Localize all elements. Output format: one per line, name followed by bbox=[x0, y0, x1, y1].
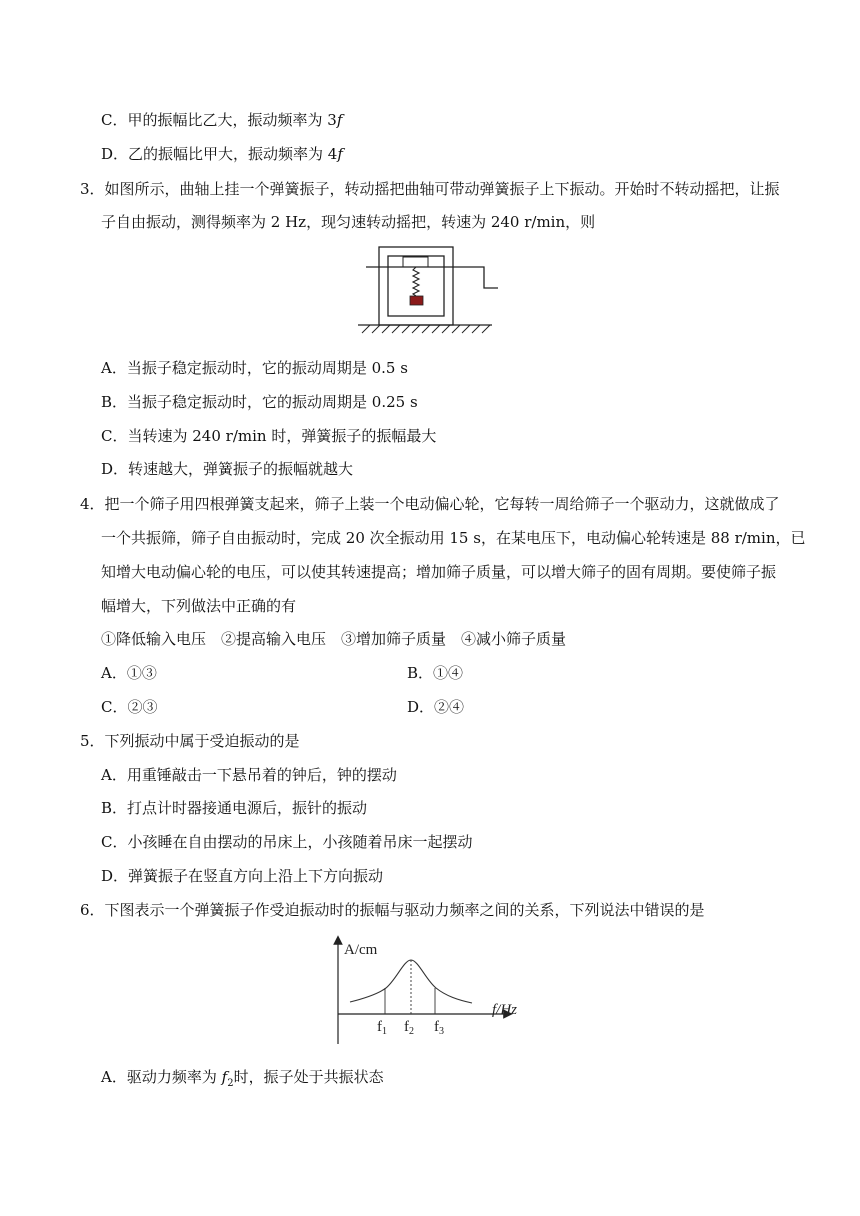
option-label: A． bbox=[101, 359, 127, 377]
option-label: C． bbox=[101, 427, 128, 445]
question-text: 知增大电动偏心轮的电压，可以使其转速提高；增加筛子质量，可以增大筛子的固有周期。要使筛子振 bbox=[101, 563, 777, 581]
frequency-subscript: 2 bbox=[227, 1078, 234, 1089]
option-text: 用重锤敲击一下悬吊着的钟后，钟的摆动 bbox=[126, 766, 397, 784]
option-label: B． bbox=[101, 799, 128, 817]
question-text: 子自由振动，测得频率为 2 Hz，现匀速转动摇把，转速为 240 r/min，则 bbox=[101, 213, 596, 231]
option-label: B． bbox=[101, 393, 128, 411]
x-axis-label: f/Hz bbox=[492, 1002, 518, 1018]
q3-stem-line1 bbox=[80, 179, 780, 199]
ground-hatching bbox=[362, 325, 490, 333]
y-axis-label: A/cm bbox=[344, 942, 378, 958]
option-text: 转速越大，弹簧振子的振幅就越大 bbox=[128, 460, 354, 478]
option-text: 当振子稳定振动时，它的振动周期是 0.25 s bbox=[127, 393, 418, 411]
q3-option-d bbox=[101, 459, 353, 479]
q2-option-d bbox=[101, 144, 343, 164]
question-number: 6． bbox=[80, 901, 105, 919]
option-label: A． bbox=[101, 1068, 127, 1086]
question-text: 把一个筛子用四根弹簧支起来，筛子上装一个电动偏心轮，它每转一周给筛子一个驱动力，这就做成了 bbox=[104, 495, 780, 513]
crank-bend bbox=[403, 257, 428, 267]
option-text: ②④ bbox=[434, 698, 465, 716]
option-label: A． bbox=[101, 664, 127, 682]
option-text: 甲的振幅比乙大，振动频率为 3 bbox=[127, 111, 337, 129]
q4-stem-line4 bbox=[101, 596, 296, 616]
frequency-symbol: f bbox=[221, 1068, 228, 1086]
q3-option-c bbox=[101, 426, 436, 446]
option-text: 当振子稳定振动时，它的振动周期是 0.5 s bbox=[126, 359, 408, 377]
option-label: C． bbox=[101, 698, 128, 716]
q5-option-a bbox=[101, 765, 397, 785]
q5-option-c bbox=[101, 832, 473, 852]
option-label: D． bbox=[407, 698, 435, 716]
frequency-symbol: f bbox=[336, 111, 343, 129]
option-label: D． bbox=[101, 145, 129, 163]
question-text: 一个共振筛，筛子自由振动时，完成 20 次全振动用 15 s，在某电压下，电动偏心轮转速是 88 r/min，已 bbox=[101, 529, 806, 547]
q4-stem-line2 bbox=[101, 528, 805, 548]
q5-option-d bbox=[101, 866, 383, 886]
oscillator-mass bbox=[410, 296, 423, 305]
q5-stem bbox=[80, 731, 300, 751]
q5-option-b bbox=[101, 798, 367, 818]
option-text: 小孩睡在自由摆动的吊床上，小孩随着吊床一起摆动 bbox=[127, 833, 473, 851]
q2-option-c bbox=[101, 110, 342, 130]
q3-option-b bbox=[101, 392, 418, 412]
tick-f2: $f_2$ bbox=[404, 1019, 414, 1037]
tick-f1: $f_1$ bbox=[377, 1019, 387, 1037]
option-label: C． bbox=[101, 833, 128, 851]
q3-option-a bbox=[101, 358, 408, 378]
q4-option-b bbox=[407, 663, 463, 683]
question-number: 4． bbox=[80, 495, 105, 513]
q4-option-c bbox=[101, 697, 158, 717]
tick-f3: $f_3$ bbox=[434, 1019, 444, 1037]
question-number: 3． bbox=[80, 180, 105, 198]
question-text: 下列振动中属于受迫振动的是 bbox=[104, 732, 300, 750]
q4-choices bbox=[101, 629, 566, 649]
option-text: 弹簧振子在竖直方向上沿上下方向振动 bbox=[128, 867, 384, 885]
question-text: 如图所示，曲轴上挂一个弹簧振子，转动摇把曲轴可带动弹簧振子上下振动。开始时不转动摇把，让振 bbox=[104, 180, 780, 198]
option-label: C． bbox=[101, 111, 128, 129]
option-text: ②③ bbox=[127, 698, 158, 716]
option-text: 打点计时器接通电源后，振针的振动 bbox=[127, 799, 368, 817]
question-text: 幅增大，下列做法中正确的有 bbox=[101, 597, 297, 615]
option-text: 乙的振幅比甲大，振动频率为 4 bbox=[128, 145, 338, 163]
option-label: A． bbox=[101, 766, 127, 784]
option-text: 驱动力频率为 bbox=[126, 1068, 222, 1086]
crank-handle bbox=[472, 267, 498, 288]
option-text: 时，振子处于共振状态 bbox=[233, 1068, 384, 1086]
q3-stem-line2 bbox=[101, 212, 595, 232]
frequency-symbol: f bbox=[337, 145, 343, 163]
q4-stem-line3 bbox=[101, 562, 776, 582]
crank-spring-figure bbox=[358, 243, 500, 341]
question-number: 5． bbox=[80, 732, 105, 750]
resonance-curve-figure bbox=[318, 932, 530, 1048]
q6-stem bbox=[80, 900, 705, 920]
spring bbox=[413, 267, 419, 296]
q4-option-a bbox=[101, 663, 157, 683]
option-text: ①④ bbox=[433, 664, 464, 682]
option-label: D． bbox=[101, 460, 129, 478]
option-text: 当转速为 240 r/min 时，弹簧振子的振幅最大 bbox=[127, 427, 437, 445]
q6-option-a bbox=[101, 1067, 384, 1094]
q4-option-d bbox=[407, 697, 464, 717]
choice-list: ①降低输入电压 ②提高输入电压 ③增加筛子质量 ④减小筛子质量 bbox=[101, 630, 567, 648]
q4-stem-line1 bbox=[80, 494, 780, 514]
option-text: ①③ bbox=[126, 664, 157, 682]
option-label: D． bbox=[101, 867, 129, 885]
option-label: B． bbox=[407, 664, 434, 682]
question-text: 下图表示一个弹簧振子作受迫振动时的振幅与驱动力频率之间的关系，下列说法中错误的是 bbox=[104, 901, 705, 919]
